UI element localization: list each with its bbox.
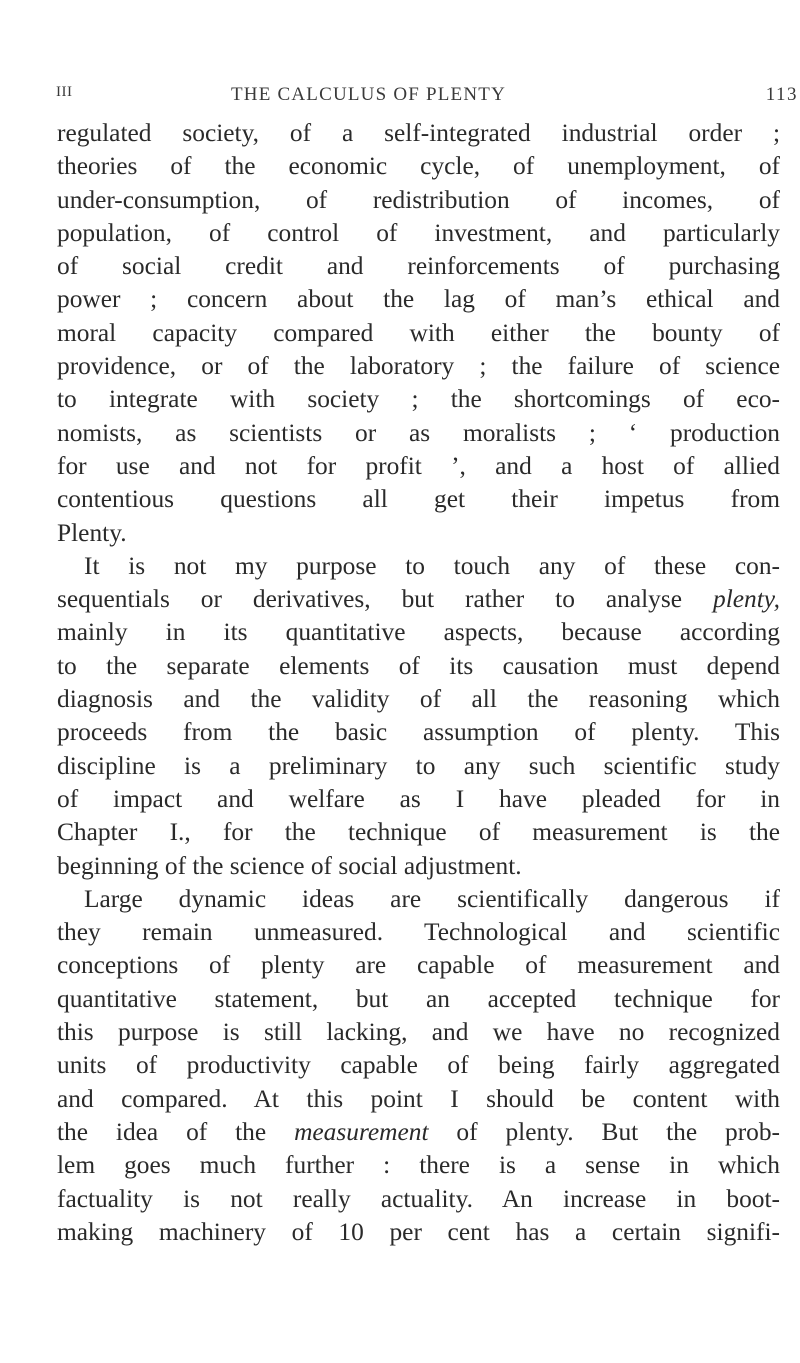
text-line: making machinery of 10 per cent has a certain signifi- <box>57 1217 780 1246</box>
text-line: they remain unmeasured. Technological and scientific <box>57 918 780 947</box>
text-segment: of plenty. But the prob- <box>456 1117 780 1146</box>
text-line: regulated society, of a self-integrated industrial order ; <box>57 119 780 147</box>
running-head <box>56 84 798 110</box>
text-line: under-consumption, of redistribution of incomes, of <box>57 185 780 214</box>
italic-term: plenty, <box>713 585 780 614</box>
text-line: conceptions of plenty are capable of measurement and <box>57 951 780 980</box>
text-line: moral capacity compared with either the bounty of <box>57 318 780 347</box>
text-line: and compared. At this point I should be content with <box>57 1084 780 1113</box>
italic-term: measurement <box>294 1117 429 1146</box>
text-line: contentious questions all get their impetus from <box>57 485 780 514</box>
paragraph-start-line: Large dynamic ideas are scientifically dangerous if <box>84 884 780 913</box>
text-line <box>57 1116 780 1149</box>
text-segment: the idea of the <box>57 1117 267 1146</box>
text-line: population, of control of investment, and particularly <box>57 218 780 247</box>
text-line: mainly in its quantitative aspects, because according <box>57 618 780 647</box>
text-segment: sequentials or derivatives, but rather to analyse <box>57 585 683 614</box>
text-line: power ; concern about the lag of man’s ethical and <box>57 285 780 314</box>
text-line: factuality is not really actuality. An increase in boot- <box>57 1184 780 1213</box>
text-line: this purpose is still lacking, and we have no recognized <box>57 1018 780 1047</box>
text-line: proceeds from the basic assumption of plenty. This <box>57 718 780 747</box>
running-title: THE CALCULUS OF PLENTY <box>231 84 506 105</box>
text-line: Plenty. <box>57 518 127 547</box>
text-line <box>57 583 780 616</box>
text-line: Chapter I., for the technique of measurement is the <box>57 818 780 847</box>
text-line: for use and not for profit ’, and a host of allied <box>57 451 780 480</box>
text-line: lem goes much further : there is a sense in which <box>57 1151 780 1180</box>
text-line: nomists, as scientists or as moralists ; ‘ production <box>57 418 780 447</box>
text-line: of social credit and reinforcements of purchasing <box>57 252 780 281</box>
body-text <box>57 117 780 1249</box>
text-line: discipline is a preliminary to any such scientific study <box>57 751 780 780</box>
page-number: 113 <box>765 84 798 105</box>
text-line: providence, or of the laboratory ; the failure of science <box>57 352 780 381</box>
chapter-number: III <box>56 84 73 100</box>
text-line: diagnosis and the validity of all the reasoning which <box>57 685 780 714</box>
text-line: units of productivity capable of being fairly aggregated <box>57 1051 780 1080</box>
text-line: beginning of the science of social adjustment. <box>57 851 522 880</box>
paragraph-start-line: It is not my purpose to touch any of these con- <box>84 551 780 580</box>
text-line: to integrate with society ; the shortcomings of eco- <box>57 385 780 414</box>
text-line: quantitative statement, but an accepted technique for <box>57 984 780 1013</box>
text-line: to the separate elements of its causation must depend <box>57 651 780 680</box>
text-line: of impact and welfare as I have pleaded for in <box>57 784 780 813</box>
text-line: theories of the economic cycle, of unemployment, of <box>57 152 780 181</box>
